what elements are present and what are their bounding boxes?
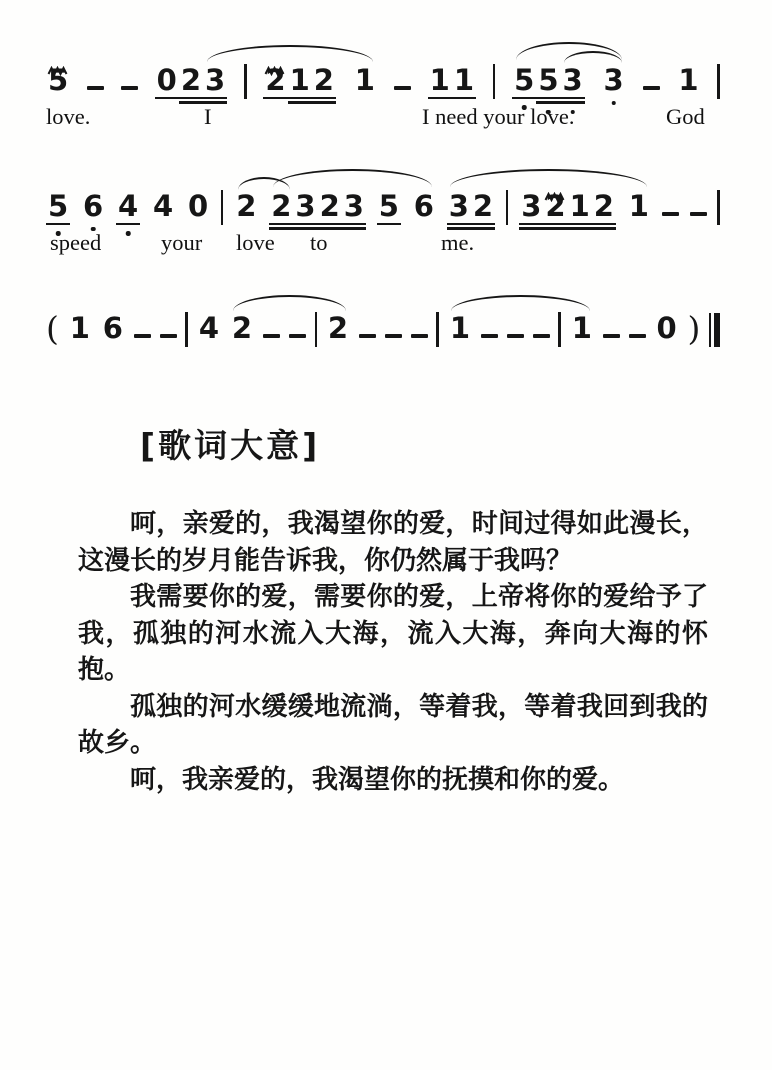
note-unit [687, 309, 701, 348]
barline [244, 64, 247, 99]
slur-arc [273, 169, 432, 187]
barline [315, 312, 318, 347]
notes-row [46, 190, 720, 228]
note-unit [603, 312, 620, 344]
dash-note [385, 312, 402, 344]
note-unit [519, 190, 616, 222]
dash-note [643, 64, 660, 96]
note-3: 3 [602, 64, 626, 96]
note-unit [558, 312, 561, 347]
section-header-text: [歌词大意] [140, 426, 321, 465]
note-unit [481, 312, 498, 344]
dash-note [629, 312, 646, 344]
note-unit [244, 64, 247, 99]
note-2: 2 [312, 64, 336, 96]
note-unit [46, 309, 59, 348]
note-2: 2 [592, 190, 616, 222]
underline [519, 223, 543, 226]
note-1: 1 [449, 311, 470, 345]
barline [506, 190, 509, 225]
barline [185, 312, 188, 347]
note-unit [221, 190, 224, 225]
underline [428, 97, 452, 100]
score-line-1 [46, 63, 720, 129]
lyric-word: me. [441, 230, 475, 255]
note-unit [81, 190, 105, 222]
note-unit [116, 190, 140, 222]
underline [46, 223, 70, 226]
note-unit [447, 190, 495, 222]
note-unit [602, 64, 626, 96]
underline [543, 223, 567, 226]
note-unit [717, 190, 720, 225]
underline [592, 223, 616, 226]
note-unit [627, 190, 651, 222]
underline [312, 97, 336, 100]
barline [717, 190, 720, 225]
underline [318, 223, 342, 226]
dash-note [603, 312, 620, 344]
parenthesis: ( [46, 309, 59, 348]
note-2: 2 [269, 190, 293, 222]
note-unit [326, 312, 350, 344]
underline [203, 97, 227, 100]
note-2: 2 [179, 64, 203, 96]
dash-note [263, 312, 280, 344]
dash-note [289, 312, 306, 344]
lyric-word: love. [46, 104, 91, 129]
underline [561, 97, 585, 100]
lyric-word: to [310, 230, 328, 255]
note-unit [121, 64, 138, 96]
note-1: 1 [628, 189, 649, 223]
note-unit [570, 312, 594, 344]
underline [447, 223, 471, 226]
slur-arc [207, 45, 374, 62]
lyrics-row [46, 104, 720, 132]
note-unit [643, 64, 660, 96]
dash-note [121, 64, 138, 96]
barline [493, 64, 496, 99]
note-5: 5 [536, 64, 560, 96]
note-unit [507, 312, 524, 344]
note-unit [87, 64, 104, 96]
note-unit [197, 312, 221, 344]
note-4: 4 [198, 311, 219, 345]
dash-note [507, 312, 524, 344]
note-unit [155, 64, 228, 96]
underline [471, 223, 495, 226]
note-6: 6 [102, 311, 123, 345]
dash-note [394, 64, 411, 96]
slur-arc [233, 295, 346, 311]
note-unit [46, 64, 70, 96]
underline [568, 223, 592, 226]
note-unit [46, 190, 70, 222]
note-unit [234, 190, 258, 222]
note-unit [629, 312, 646, 344]
note-unit [709, 312, 720, 347]
note-unit [263, 64, 336, 96]
note-unit [512, 64, 585, 96]
note-unit [394, 64, 411, 96]
note-unit [160, 312, 177, 344]
note-3: 3 [342, 190, 366, 222]
note-3: 3 [561, 64, 585, 96]
section-header-lyrics-meaning [140, 420, 320, 467]
note-unit [151, 190, 175, 222]
translation-paragraph: 呵，我亲爱的，我渴望你的抚摸和你的爱。 [130, 764, 625, 795]
translation-paragraph: 孤独的河水缓缓地流淌，等着我，等着我回到我的故乡。 [78, 691, 708, 758]
note-5: 5 [512, 64, 536, 96]
note-0: 0 [656, 311, 677, 345]
note-unit [315, 312, 318, 347]
note-2: 2 [471, 190, 495, 222]
barline [717, 64, 720, 99]
underline [452, 97, 476, 100]
dash-note [690, 190, 707, 222]
note-unit [533, 312, 550, 344]
barline [221, 190, 224, 225]
note-1: 1 [354, 63, 375, 97]
note-3: 3 [447, 190, 471, 222]
dash-note [662, 190, 679, 222]
score-line-3 [46, 309, 720, 350]
dash-note [160, 312, 177, 344]
note-1: 1 [288, 64, 312, 96]
translation-paragraph: 我需要你的爱，需要你的爱，上帝将你的爱给予了我，孤独的河水流入大海，流入大海，奔向大海的怀抱。 [78, 582, 708, 685]
note-unit [186, 190, 210, 222]
lyric-word: God [666, 104, 705, 129]
note-unit [690, 190, 707, 222]
note-1: 1 [429, 63, 450, 97]
note-5: 5 [378, 189, 399, 223]
note-1: 1 [568, 190, 592, 222]
translation-paragraph: 呵，亲爱的，我渴望你的爱，时间过得如此漫长，这漫长的岁月能告诉我，你仍然属于我吗？ [78, 509, 708, 576]
note-5: 5 [46, 64, 70, 96]
note-unit [717, 64, 720, 99]
note-4: 4 [116, 190, 140, 222]
note-unit [101, 312, 125, 344]
underline [263, 97, 287, 100]
note-1: 1 [678, 63, 699, 97]
note-unit [263, 312, 280, 344]
note-unit [377, 190, 401, 222]
translation-paragraphs [78, 506, 708, 798]
underline [377, 223, 401, 226]
note-2: 2 [263, 64, 287, 96]
note-unit [506, 190, 509, 225]
note-1: 1 [453, 63, 474, 97]
underline [342, 223, 366, 226]
note-2: 2 [231, 311, 253, 345]
underline [512, 97, 536, 100]
lyric-word: speed [50, 230, 102, 255]
final-barline [709, 313, 720, 347]
note-unit [654, 312, 678, 344]
dash-note [359, 312, 376, 344]
note-3: 3 [519, 190, 543, 222]
dash-note [87, 64, 104, 96]
slur-arc [451, 295, 590, 311]
note-1: 1 [571, 311, 592, 345]
note-2: 2 [327, 311, 349, 345]
lyrics-row [46, 230, 720, 258]
note-unit [411, 312, 428, 344]
underline [155, 97, 179, 100]
note-unit [436, 312, 439, 347]
underline [288, 97, 312, 100]
underline [116, 223, 140, 226]
lyric-word: love [236, 230, 275, 255]
note-unit [676, 64, 700, 96]
note-5: 5 [46, 190, 70, 222]
note-2: 2 [543, 190, 567, 222]
note-unit [359, 312, 376, 344]
parenthesis: ) [687, 309, 701, 348]
lyric-word: I [204, 104, 212, 129]
dash-note [533, 312, 550, 344]
lyric-word: I need your love. [422, 104, 575, 129]
trill-icon [48, 50, 69, 60]
note-unit [289, 312, 306, 344]
note-0: 0 [187, 189, 209, 223]
note-unit [385, 312, 402, 344]
slur-arc [450, 169, 647, 187]
note-unit [185, 312, 188, 347]
underline [293, 223, 317, 226]
notes-row [46, 64, 720, 102]
note-unit [353, 64, 377, 96]
note-unit [230, 312, 254, 344]
note-0: 0 [156, 63, 177, 97]
barline [558, 312, 561, 347]
dash-note [134, 312, 151, 344]
note-unit [493, 64, 496, 99]
note-unit [428, 64, 476, 96]
underline [179, 97, 203, 100]
note-4: 4 [152, 189, 174, 223]
dash-note [411, 312, 428, 344]
lyric-word: your [161, 230, 203, 255]
note-2: 2 [318, 190, 342, 222]
note-unit [68, 312, 92, 344]
note-unit [134, 312, 151, 344]
note-unit [448, 312, 472, 344]
note-unit [269, 190, 366, 222]
note-1: 1 [69, 311, 90, 345]
note-3: 3 [203, 64, 227, 96]
underline [269, 223, 293, 226]
dash-note [481, 312, 498, 344]
score-line-2 [46, 189, 720, 255]
note-3: 3 [293, 190, 317, 222]
note-unit [662, 190, 679, 222]
barline [436, 312, 439, 347]
note-6: 6 [81, 190, 105, 222]
note-unit [412, 190, 436, 222]
note-2: 2 [236, 189, 257, 223]
note-6: 6 [413, 189, 434, 223]
underline [536, 97, 560, 100]
notes-row [46, 309, 720, 350]
